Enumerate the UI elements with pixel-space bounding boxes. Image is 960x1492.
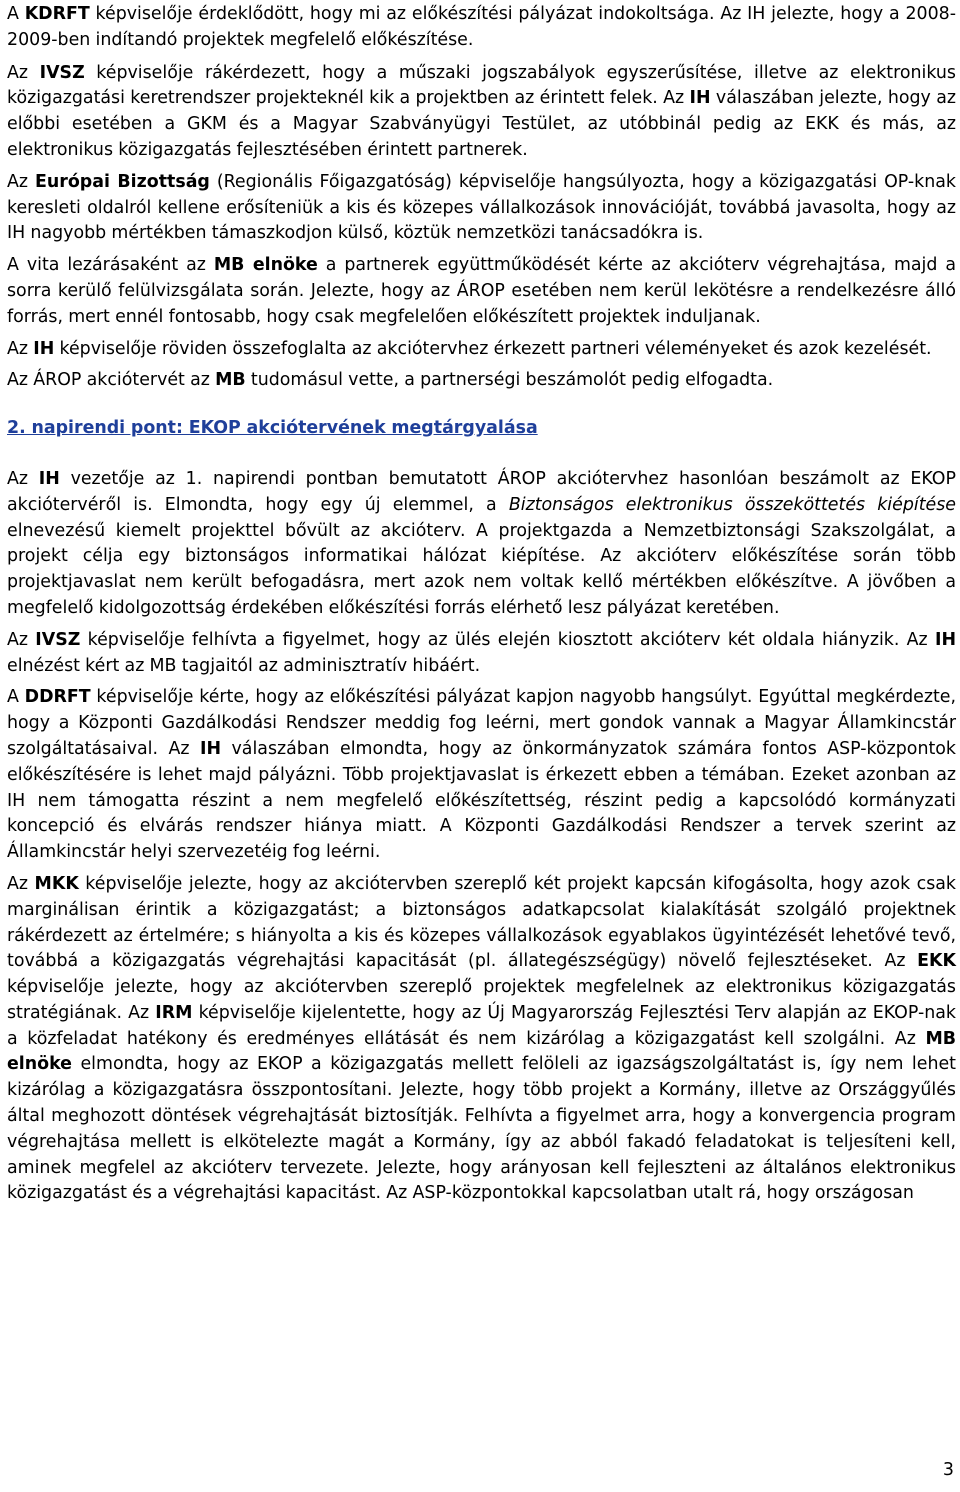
- paragraph: [7, 170, 956, 247]
- bold-term: IRM: [155, 1002, 193, 1023]
- text-run: A vita lezárásaként az: [7, 255, 214, 276]
- bold-term: IH: [689, 88, 711, 109]
- paragraph: [7, 467, 956, 622]
- bold-term: EKK: [917, 951, 956, 972]
- bold-term: IVSZ: [39, 62, 85, 83]
- bold-term: MKK: [34, 873, 79, 894]
- text-run: képviselője érdeklődött, hogy mi az előkészítési pályázat indokoltsága. Az IH jelezte, hogy a 2008-2009-ben indítandó projektek megfelelő előkészítése.: [7, 4, 956, 50]
- text-run: képviselője jelezte, hogy az akciótervben szereplő projektek megfelelnek az elektronikus közigazgatás stratégiának. Az: [7, 977, 956, 1023]
- text-run: elnézést kért az MB tagjaitól az adminisztratív hibáért.: [7, 655, 481, 676]
- document-page: [7, 2, 956, 1213]
- paragraph: [7, 368, 956, 394]
- bold-term: DDRFT: [24, 687, 91, 708]
- text-run: elmondta, hogy az EKOP a közigazgatás mellett felöleli az igazságszolgáltatást is, így nem lehet kizárólag a közigazgatásra összpontosítani. Jelezte, hogy több projekt a Kormány, illetve az Országgyűlés által meghozott döntések végrehajtását biztosítják. Felhívta a figyelmet arra, hogy a konvergencia program végrehajtása mellett is elkötelezte magát a Kormány, így az abból fakadó feladatokat is teljesíteni kell, aminek megfelel az akcióterv tervezete. Jelezte, hogy arányosan kell fejleszteni az általános elektronikus közigazgatást és a végrehajtási kapacitást. Az ASP-központokkal kapcsolatban utalt rá, hogy országosan: [7, 1054, 956, 1204]
- text-run: a partnerek együttműködését kérte az akcióterv végrehajtása, majd a sorra kerülő felülvizsgálata során. Jelezte, hogy az ÁROP esetében nem kerül lekötésre a rendelkezésre álló forrás, mert ennél fontosabb, hogy csak megfelelően előkészített projektek induljanak.: [7, 255, 956, 327]
- bold-term: IVSZ: [35, 629, 81, 650]
- text-run: elnevezésű kiemelt projekttel bővült az akcióterv. A projektgazda a Nemzetbiztonsági Szakszolgálat, a projekt célja egy biztonságos informatikai hálózat kiépítése. Az akcióterv előkészítése során több projektjavaslat nem került befogadásra, mert azok nem voltak kellő mértékben előkészítve. A jövőben a megfelelő kidolgozottság érdekében előkészítési forrás elérhető lesz pályázat keretében.: [7, 520, 956, 618]
- paragraph: [7, 872, 956, 1207]
- section-arop-discussion: [7, 2, 956, 394]
- bold-term: IH: [200, 738, 222, 759]
- paragraph: [7, 685, 956, 866]
- text-run: képviselője kijelentette, hogy az Új Magyarország Fejlesztési Terv alapján az EKOP-nak a közfeladat hatékony és eredményes ellátását és nem kizárólag a közigazgatást kell szolgálni. Az: [7, 1002, 956, 1049]
- text-run: Az: [7, 338, 34, 359]
- paragraph: [7, 61, 956, 164]
- paragraph: [7, 253, 956, 330]
- bold-term: MB elnöke: [213, 255, 318, 276]
- text-run: (Regionális Főigazgatóság) képviselője hangsúlyozta, hogy a közigazgatási OP-knak keresleti oldalról kellene erősíteniük a kis és közepes vállalkozások innovációját, továbbá javasolta, hogy az IH nagyobb mértékben támaszkodjon külső, köztük nemzetközi tanácsadókra is.: [7, 171, 956, 244]
- text-run: válaszában jelezte, hogy az előbbi esetében a GKM és a Magyar Szabványügyi Testület, az utóbbinál pedig az EKK és más, az elektronikus közigazgatás fejlesztésében érintett partnerek.: [7, 88, 956, 160]
- text-run: A: [7, 687, 25, 708]
- bold-term: IH: [934, 629, 956, 650]
- text-run: Az: [7, 873, 35, 894]
- text-run: válaszában elmondta, hogy az önkormányzatok számára fontos ASP-központok előkészítésére is lehet majd pályázni. Több projektjavaslat is érkezett ebben a témában. Ezeket azonban az IH nem támogatta részint a nem megfelelő előkészítettség, részint pedig a kapcsolódó kormányzati koncepció és elvárás rendszer hiánya miatt. A Központi Gazdálkodási Rendszer a tervek szerint az Államkincstár helyi szervezetéig fog leérni.: [7, 738, 956, 863]
- section-ekop-discussion: [7, 467, 956, 1207]
- text-run: A: [7, 4, 25, 24]
- text-run: Az ÁROP akciótervét az: [7, 370, 216, 391]
- text-run: Az: [7, 171, 35, 192]
- text-run: vezetője az 1. napirendi pontban bemutatott ÁROP akciótervhez hasonlóan beszámolt az EKOP akciótervéről is. Elmondta, hogy egy új elemmel, a: [7, 468, 956, 515]
- bold-term: IH: [38, 468, 60, 489]
- bold-term: MB elnöke: [7, 1028, 956, 1075]
- text-run: képviselője jelezte, hogy az akciótervben szereplő két projekt kapcsán kifogásolta, hogy azok csak marginálisan érintik a közigazgatást; a biztonságos adatkapcsolat kialakítását szolgáló projektnek rákérdezett az értelmére; s hiányolta a kis és közepes vállalkozások egyablakos ügyintézését lehetővé tevő, továbbá a közigazgatás végrehajtási kapacitását (pl. állategészségügy) növelő fejlesztéseket. Az: [7, 873, 956, 972]
- bold-term: KDRFT: [24, 4, 90, 24]
- section-heading: [7, 416, 956, 442]
- text-run: képviselője felhívta a figyelmet, hogy az ülés elején kiosztott akcióterv két oldala hiányzik. Az: [80, 629, 935, 650]
- paragraph: [7, 337, 956, 363]
- bold-term: IH: [33, 338, 55, 359]
- text-run: Az: [7, 468, 39, 489]
- text-run: tudomásul vette, a partnerségi beszámolót pedig elfogadta.: [245, 370, 774, 391]
- text-run: képviselője kérte, hogy az előkészítési pályázat kapjon nagyobb hangsúlyt. Egyúttal megkérdezte, hogy a Központi Gazdálkodási Rendszer meddig fog leérni, mert gondok vannak a Magyar Államkincstár szolgáltatásaival. Az: [7, 687, 956, 759]
- text-run: Az: [7, 62, 40, 83]
- page-number: 3: [942, 1460, 954, 1480]
- italic-term: Biztonságos elektronikus összeköttetés kiépítése: [508, 494, 956, 515]
- text-run: képviselője röviden összefoglalta az akciótervhez érkezett partneri véleményeket és azok kezelését.: [54, 338, 932, 359]
- text-run: képviselője rákérdezett, hogy a műszaki jogszabályok egyszerűsítése, illetve az elektronikus közigazgatási keretrendszer projekteknél kik a projektben az érintett felek. Az: [7, 62, 956, 109]
- bold-term: MB: [215, 370, 246, 391]
- bold-term: Európai Bizottság: [35, 171, 210, 192]
- heading-text: 2. napirendi pont: EKOP akciótervének megtárgyalása: [7, 418, 538, 439]
- paragraph: [7, 628, 956, 680]
- text-run: Az: [7, 629, 36, 650]
- paragraph: [7, 2, 956, 54]
